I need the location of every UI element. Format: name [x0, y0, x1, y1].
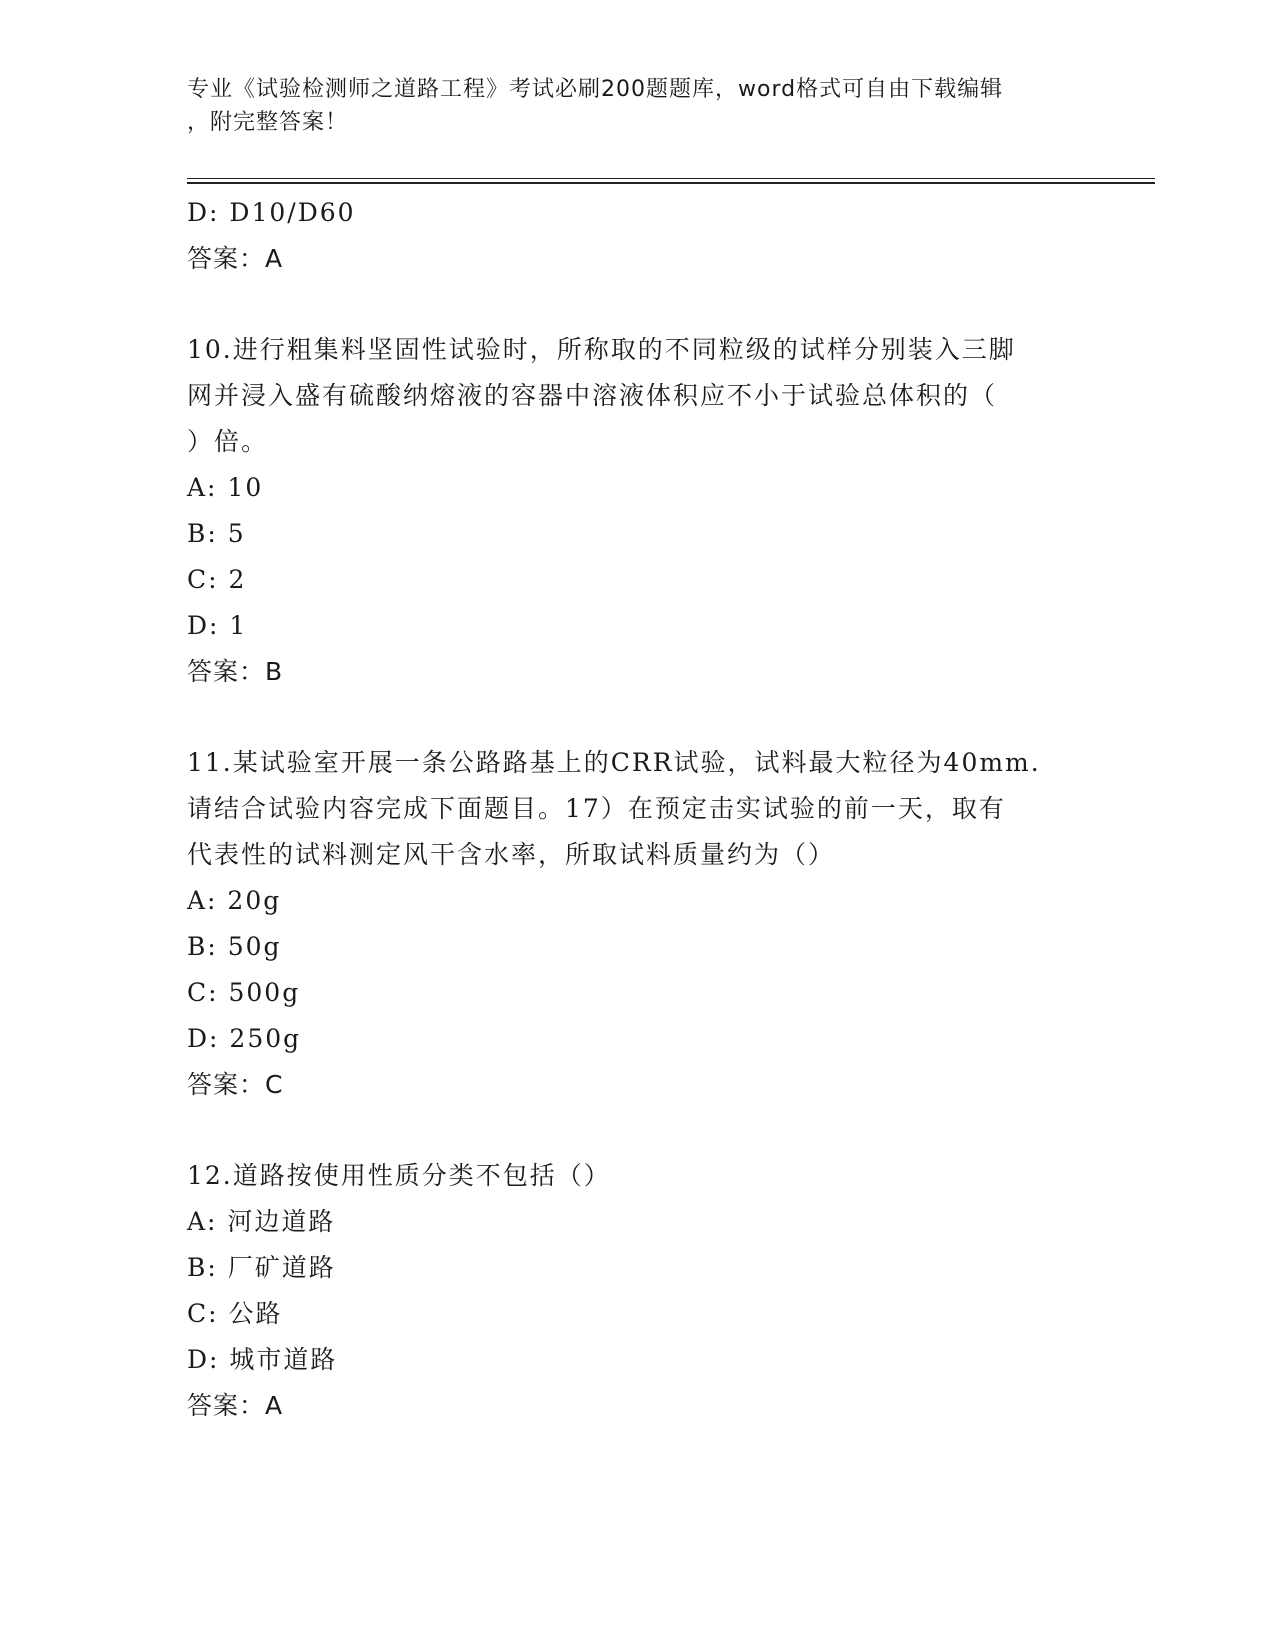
prev-option-d: D: D10/D60	[187, 198, 356, 227]
header-rule-thin	[187, 178, 1155, 179]
question-11	[187, 740, 1087, 1108]
option-b: B: 厂矿道路	[187, 1253, 336, 1282]
option-b: B: 5	[187, 519, 246, 548]
header-line-2: ，附完整答案！	[187, 110, 349, 135]
header-line-1: 专业《试验检测师之道路工程》考试必刷200题题库，word格式可自由下载编辑	[187, 77, 1004, 102]
option-d: D: 250g	[187, 1024, 302, 1053]
spacer	[187, 1108, 1087, 1153]
question-stem-line: 网并浸入盛有硫酸纳熔液的容器中溶液体积应不小于试验总体积的（	[187, 381, 998, 410]
question-stem-line: 代表性的试料测定风干含水率，所取试料质量约为（）	[187, 840, 836, 869]
option-b: B: 50g	[187, 932, 282, 961]
spacer	[187, 282, 1087, 327]
question-10	[187, 327, 1087, 695]
answer: 答案：B	[187, 657, 284, 686]
header-rule-thick	[187, 182, 1155, 184]
option-a: A: 河边道路	[187, 1207, 336, 1236]
option-c: C: 500g	[187, 978, 301, 1007]
question-stem-line: 12.道路按使用性质分类不包括（）	[187, 1161, 611, 1190]
question-stem-line: ）倍。	[187, 427, 269, 456]
option-c: C: 2	[187, 565, 247, 594]
question-stem-line: 10.进行粗集料坚固性试验时，所称取的不同粒级的试样分别装入三脚	[187, 335, 1016, 364]
option-c: C: 公路	[187, 1299, 283, 1328]
option-a: A: 20g	[187, 886, 282, 915]
option-a: A: 10	[187, 473, 264, 502]
question-stem-line: 请结合试验内容完成下面题目。17）在预定击实试验的前一天，取有	[187, 794, 1006, 823]
prev-answer: 答案：A	[187, 244, 284, 273]
document-header	[187, 73, 1067, 139]
question-stem-line: 11.某试验室开展一条公路路基上的CRR试验，试料最大粒径为40mm.	[187, 748, 1041, 777]
question-content	[187, 190, 1087, 1429]
option-d: D: 城市道路	[187, 1345, 338, 1374]
answer: 答案：A	[187, 1391, 284, 1420]
option-d: D: 1	[187, 611, 248, 640]
answer: 答案：C	[187, 1070, 284, 1099]
question-12	[187, 1153, 1087, 1429]
spacer	[187, 695, 1087, 740]
